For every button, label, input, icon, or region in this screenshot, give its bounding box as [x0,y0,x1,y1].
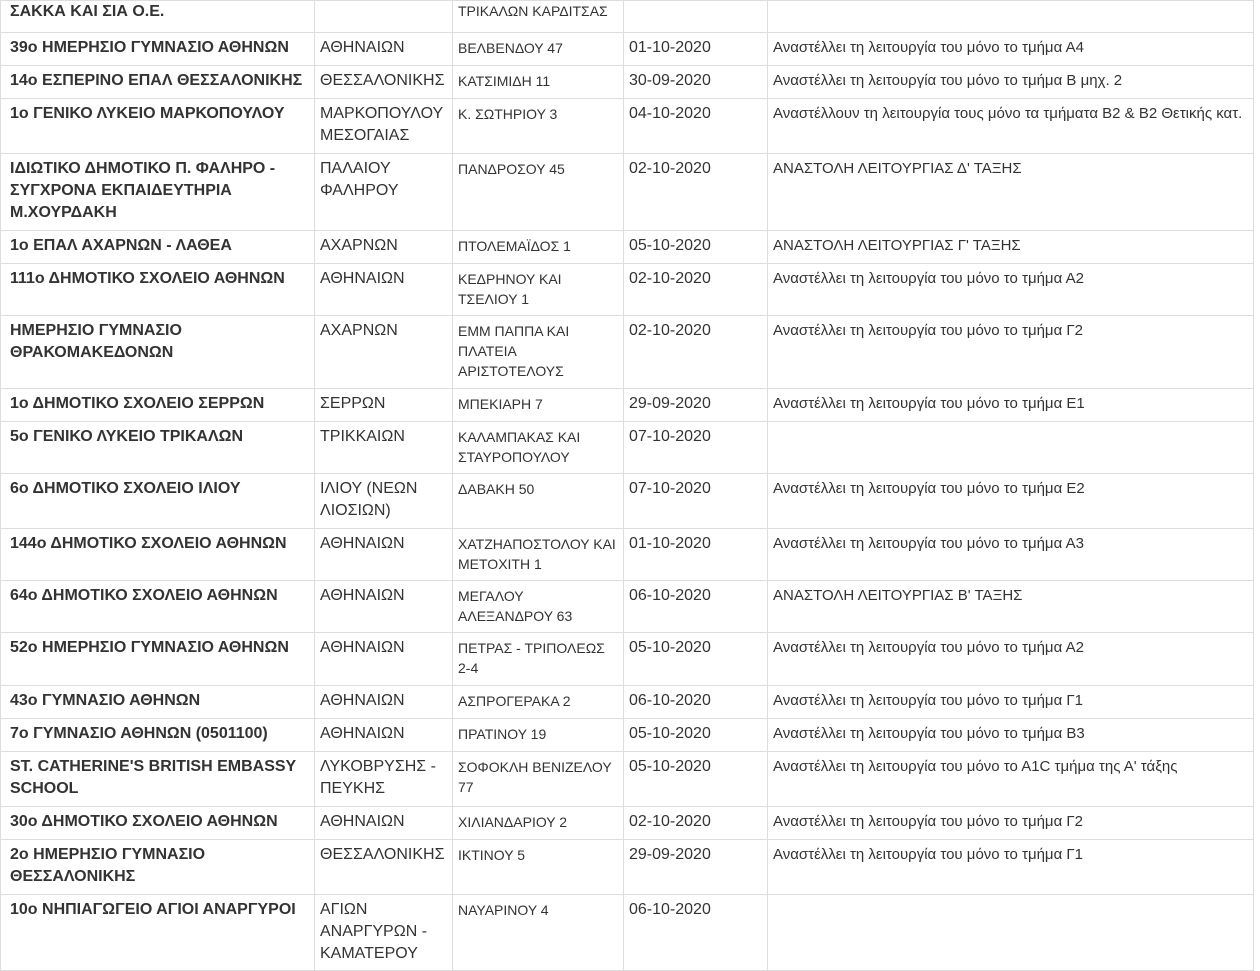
table-row [1,895,1254,971]
municipality-cell: ΛΥΚΟΒΡΥΣΗΣ - ΠΕΥΚΗΣ [315,752,453,807]
date-cell: 05-10-2020 [624,719,768,752]
table-row [1,154,1254,231]
table-row [1,422,1254,474]
municipality-cell: ΑΧΑΡΝΩΝ [315,316,453,389]
address-cell: ΜΠΕΚΙΑΡΗ 7 [453,389,624,422]
date-cell: 04-10-2020 [624,99,768,154]
address-cell: ΤΡΙΚΑΛΩΝ ΚΑΡΔΙΤΣΑΣ [453,1,624,33]
date-cell: 02-10-2020 [624,316,768,389]
date-cell: 06-10-2020 [624,895,768,971]
school-name-cell: 1ο ΔΗΜΟΤΙΚΟ ΣΧΟΛΕΙΟ ΣΕΡΡΩΝ [1,389,315,422]
notes-cell: Αναστέλλει τη λειτουργία του μόνο το τμήμα Ε2 [768,474,1254,529]
notes-cell: Αναστέλλει τη λειτουργία του μόνο το τμήμα Γ2 [768,807,1254,840]
municipality-cell: ΑΓΙΩΝ ΑΝΑΡΓΥΡΩΝ - ΚΑΜΑΤΕΡΟΥ [315,895,453,971]
notes-cell: Αναστέλλει τη λειτουργία του μόνο το τμήμα Α3 [768,529,1254,581]
notes-cell: Αναστέλλουν τη λειτουργία τους μόνο τα τμήματα Β2 & Β2 Θετικής κατ. [768,99,1254,154]
municipality-cell: ΑΘΗΝΑΙΩΝ [315,33,453,66]
date-cell: 07-10-2020 [624,474,768,529]
school-name-cell: 1ο ΓΕΝΙΚΟ ΛΥΚΕΙΟ ΜΑΡΚΟΠΟΥΛΟΥ [1,99,315,154]
date-cell: 29-09-2020 [624,840,768,895]
notes-cell: ΑΝΑΣΤΟΛΗ ΛΕΙΤΟΥΡΓΙΑΣ Γ' ΤΑΞΗΣ [768,231,1254,264]
table-row [1,99,1254,154]
municipality-cell: ΑΘΗΝΑΙΩΝ [315,581,453,633]
address-cell: ΚΑΤΣΙΜΙΔΗ 11 [453,66,624,99]
date-cell: 06-10-2020 [624,686,768,719]
notes-cell: Αναστέλλει τη λειτουργία του μόνο το τμήμα Α2 [768,633,1254,686]
address-cell: ΣΟΦΟΚΛΗ ΒΕΝΙΖΕΛΟΥ 77 [453,752,624,807]
municipality-cell: ΑΘΗΝΑΙΩΝ [315,719,453,752]
municipality-cell: ΤΡΙΚΚΑΙΩΝ [315,422,453,474]
date-cell [624,1,768,33]
notes-cell: Αναστέλλει τη λειτουργία του μόνο το τμήμα Β μηχ. 2 [768,66,1254,99]
address-cell: ΕΜΜ ΠΑΠΠΑ ΚΑΙ ΠΛΑΤΕΙΑ ΑΡΙΣΤΟΤΕΛΟΥΣ [453,316,624,389]
address-cell: ΔΑΒΑΚΗ 50 [453,474,624,529]
school-name-cell: 111ο ΔΗΜΟΤΙΚΟ ΣΧΟΛΕΙΟ ΑΘΗΝΩΝ [1,264,315,316]
table-row [1,529,1254,581]
notes-cell: Αναστέλλει τη λειτουργία του μόνο το Α1C τμήμα της Α' τάξης [768,752,1254,807]
address-cell: ΠΡΑΤΙΝΟΥ 19 [453,719,624,752]
address-cell: ΠΤΟΛΕΜΑΪΔΟΣ 1 [453,231,624,264]
municipality-cell: ΙΛΙΟΥ (ΝΕΩΝ ΛΙΟΣΙΩΝ) [315,474,453,529]
school-name-cell: 30ο ΔΗΜΟΤΙΚΟ ΣΧΟΛΕΙΟ ΑΘΗΝΩΝ [1,807,315,840]
date-cell: 30-09-2020 [624,66,768,99]
address-cell: ΑΣΠΡΟΓΕΡΑΚΑ 2 [453,686,624,719]
address-cell: ΙΚΤΙΝΟΥ 5 [453,840,624,895]
table-row [1,474,1254,529]
school-name-cell: 7ο ΓΥΜΝΑΣΙΟ ΑΘΗΝΩΝ (0501100) [1,719,315,752]
date-cell: 29-09-2020 [624,389,768,422]
notes-cell: ΑΝΑΣΤΟΛΗ ΛΕΙΤΟΥΡΓΙΑΣ Δ' ΤΑΞΗΣ [768,154,1254,231]
address-cell: ΚΑΛΑΜΠΑΚΑΣ ΚΑΙ ΣΤΑΥΡΟΠΟΥΛΟΥ [453,422,624,474]
municipality-cell: ΑΘΗΝΑΙΩΝ [315,529,453,581]
notes-cell [768,422,1254,474]
date-cell: 02-10-2020 [624,154,768,231]
table-row [1,581,1254,633]
address-cell: Κ. ΣΩΤΗΡΙΟΥ 3 [453,99,624,154]
table-row [1,719,1254,752]
address-cell: ΠΕΤΡΑΣ - ΤΡΙΠΟΛΕΩΣ 2-4 [453,633,624,686]
school-name-cell: 52ο ΗΜΕΡΗΣΙΟ ΓΥΜΝΑΣΙΟ ΑΘΗΝΩΝ [1,633,315,686]
notes-cell: ΑΝΑΣΤΟΛΗ ΛΕΙΤΟΥΡΓΙΑΣ Β' ΤΑΞΗΣ [768,581,1254,633]
school-name-cell: 2ο ΗΜΕΡΗΣΙΟ ΓΥΜΝΑΣΙΟ ΘΕΣΣΑΛΟΝΙΚΗΣ [1,840,315,895]
municipality-cell: ΑΘΗΝΑΙΩΝ [315,633,453,686]
table-row [1,66,1254,99]
date-cell: 02-10-2020 [624,807,768,840]
date-cell: 05-10-2020 [624,633,768,686]
address-cell: ΒΕΛΒΕΝΔΟΥ 47 [453,33,624,66]
address-cell: ΧΙΛΙΑΝΔΑΡΙΟΥ 2 [453,807,624,840]
school-name-cell: ST. CATHERINE'S BRITISH EMBASSY SCHOOL [1,752,315,807]
table-row [1,33,1254,66]
table-row [1,807,1254,840]
date-cell: 01-10-2020 [624,529,768,581]
notes-cell: Αναστέλλει τη λειτουργία του μόνο το τμήμα Ε1 [768,389,1254,422]
table-row [1,1,1254,33]
municipality-cell: ΠΑΛΑΙΟΥ ΦΑΛΗΡΟΥ [315,154,453,231]
notes-cell: Αναστέλλει τη λειτουργία του μόνο το τμήμα Α2 [768,264,1254,316]
school-name-cell: 5ο ΓΕΝΙΚΟ ΛΥΚΕΙΟ ΤΡΙΚΑΛΩΝ [1,422,315,474]
address-cell: ΜΕΓΑΛΟΥ ΑΛΕΞΑΝΔΡΟΥ 63 [453,581,624,633]
municipality-cell: ΘΕΣΣΑΛΟΝΙΚΗΣ [315,840,453,895]
address-cell: ΧΑΤΖΗΑΠΟΣΤΟΛΟΥ ΚΑΙ ΜΕΤΟΧΙΤΗ 1 [453,529,624,581]
municipality-cell: ΣΕΡΡΩΝ [315,389,453,422]
notes-cell: Αναστέλλει τη λειτουργία του μόνο το τμήμα Α4 [768,33,1254,66]
address-cell: ΠΑΝΔΡΟΣΟΥ 45 [453,154,624,231]
table-row [1,389,1254,422]
school-name-cell: 10ο ΝΗΠΙΑΓΩΓΕΙΟ ΑΓΙΟΙ ΑΝΑΡΓΥΡΟΙ [1,895,315,971]
notes-cell [768,895,1254,971]
address-cell: ΝΑΥΑΡΙΝΟΥ 4 [453,895,624,971]
table-row [1,264,1254,316]
notes-cell: Αναστέλλει τη λειτουργία του μόνο το τμήμα Γ1 [768,840,1254,895]
table-row [1,752,1254,807]
school-name-cell: 1ο ΕΠΑΛ ΑΧΑΡΝΩΝ - ΛΑΘΕΑ [1,231,315,264]
table-row [1,231,1254,264]
school-name-cell: 6ο ΔΗΜΟΤΙΚΟ ΣΧΟΛΕΙΟ ΙΛΙΟΥ [1,474,315,529]
address-cell: ΚΕΔΡΗΝΟΥ ΚΑΙ ΤΣΕΛΙΟΥ 1 [453,264,624,316]
municipality-cell: ΑΘΗΝΑΙΩΝ [315,264,453,316]
date-cell: 05-10-2020 [624,752,768,807]
school-name-cell: ΗΜΕΡΗΣΙΟ ΓΥΜΝΑΣΙΟ ΘΡΑΚΟΜΑΚΕΔΟΝΩΝ [1,316,315,389]
notes-cell: Αναστέλλει τη λειτουργία του μόνο το τμήμα Β3 [768,719,1254,752]
school-name-cell: ΙΔΙΩΤΙΚΟ ΔΗΜΟΤΙΚΟ Π. ΦΑΛΗΡΟ - ΣΥΓΧΡΟΝΑ ΕΚΠΑΙΔΕΥΤΗΡΙΑ Μ.ΧΟΥΡΔΑΚΗ [1,154,315,231]
date-cell: 05-10-2020 [624,231,768,264]
municipality-cell: ΜΑΡΚΟΠΟΥΛΟΥ ΜΕΣΟΓΑΙΑΣ [315,99,453,154]
school-name-cell: ΣΑΚΚΑ ΚΑΙ ΣΙΑ Ο.Ε. [1,1,315,33]
municipality-cell: ΑΘΗΝΑΙΩΝ [315,686,453,719]
table-row [1,633,1254,686]
school-name-cell: 144ο ΔΗΜΟΤΙΚΟ ΣΧΟΛΕΙΟ ΑΘΗΝΩΝ [1,529,315,581]
school-name-cell: 14ο ΕΣΠΕΡΙΝΟ ΕΠΑΛ ΘΕΣΣΑΛΟΝΙΚΗΣ [1,66,315,99]
table-row [1,686,1254,719]
municipality-cell: ΑΧΑΡΝΩΝ [315,231,453,264]
municipality-cell [315,1,453,33]
school-name-cell: 64ο ΔΗΜΟΤΙΚΟ ΣΧΟΛΕΙΟ ΑΘΗΝΩΝ [1,581,315,633]
date-cell: 07-10-2020 [624,422,768,474]
notes-cell [768,1,1254,33]
school-name-cell: 39ο ΗΜΕΡΗΣΙΟ ΓΥΜΝΑΣΙΟ ΑΘΗΝΩΝ [1,33,315,66]
notes-cell: Αναστέλλει τη λειτουργία του μόνο το τμήμα Γ1 [768,686,1254,719]
notes-cell: Αναστέλλει τη λειτουργία του μόνο το τμήμα Γ2 [768,316,1254,389]
date-cell: 02-10-2020 [624,264,768,316]
table-row [1,840,1254,895]
table-body [1,1,1254,971]
school-name-cell: 43ο ΓΥΜΝΑΣΙΟ ΑΘΗΝΩΝ [1,686,315,719]
table-row [1,316,1254,389]
municipality-cell: ΑΘΗΝΑΙΩΝ [315,807,453,840]
date-cell: 01-10-2020 [624,33,768,66]
municipality-cell: ΘΕΣΣΑΛΟΝΙΚΗΣ [315,66,453,99]
date-cell: 06-10-2020 [624,581,768,633]
